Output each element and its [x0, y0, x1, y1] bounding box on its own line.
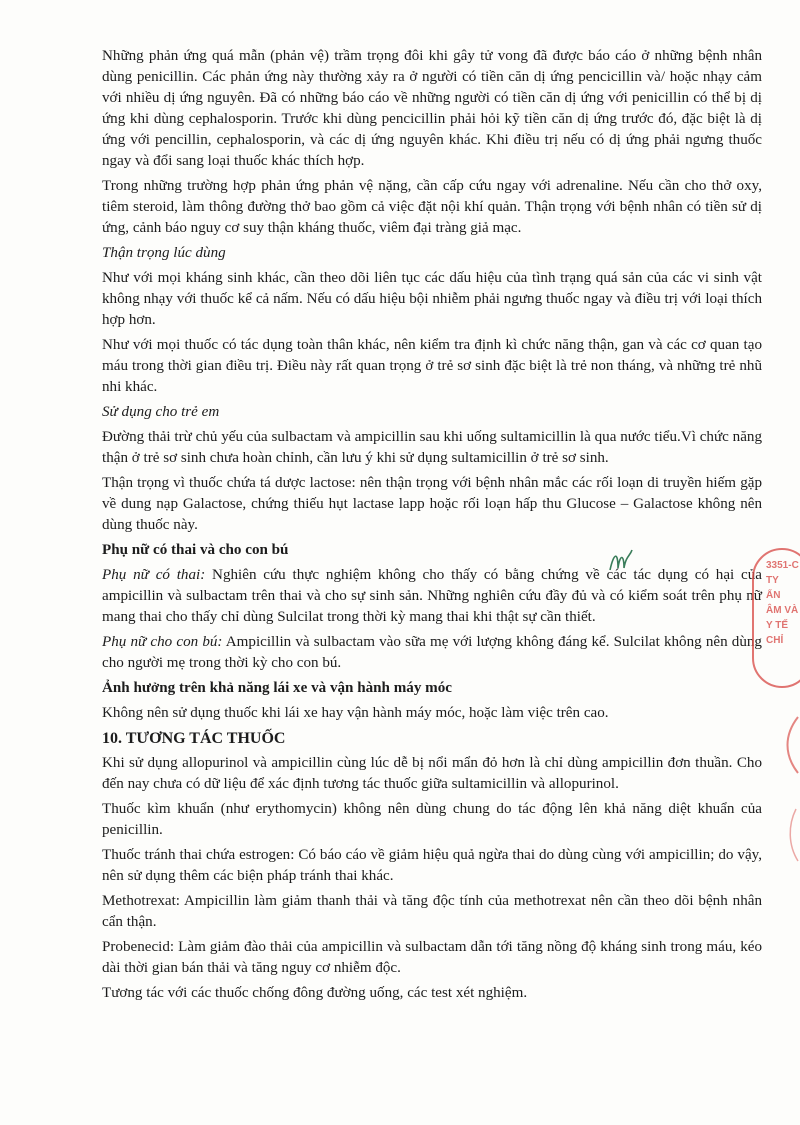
stamp-text: Y TẾ: [766, 620, 789, 631]
stamp-text: ẨN: [766, 590, 781, 601]
paragraph-text: Ampicillin và sulbactam vào sữa mẹ với lượng không đáng kể. Sulcilat không nên dùng cho người mẹ trong thời kỳ cho con bú.: [102, 634, 762, 671]
section-heading: 10. TƯƠNG TÁC THUỐC: [102, 730, 286, 747]
paragraph: [102, 632, 762, 674]
paragraph: Methotrexat: Ampicillin làm giảm thanh thải và tăng độc tính của methotrexat nên cần theo dõi bệnh nhân cẩn thận.: [102, 893, 762, 930]
paragraph: [102, 565, 762, 628]
paragraph: Trong những trường hợp phản ứng phản vệ nặng, cần cấp cứu ngay với adrenaline. Nếu cần cho thở oxy, tiêm steroid, làm thông đường thở bao gồm cả việc đặt nội khí quản. Thận trọng với bệnh nhân có tiền sử dị ứng, cảnh báo nguy cơ suy thận kháng thuốc, viêm đại tràng giả mạc.: [102, 178, 762, 236]
signature-mark: [606, 546, 636, 576]
paragraph: Như với mọi thuốc có tác dụng toàn thân khác, nên kiểm tra định kì chức năng thận, gan và các cơ quan tạo máu trong thời gian điều trị. Điều này rất quan trọng ở trẻ sơ sinh đặc biệt là trẻ non tháng, và những trẻ nhũ nhi khác.: [102, 337, 762, 395]
inline-label: Phụ nữ có thai:: [102, 567, 206, 583]
paragraph: Đường thải trừ chủ yếu của sulbactam và ampicillin sau khi uống sultamicillin là qua nước tiểu.Vì chức năng thận ở trẻ sơ sinh chưa hoàn chỉnh, cần lưu ý khi sử dụng sultamicillin ở trẻ sơ sinh.: [102, 429, 762, 466]
document-page: [102, 46, 762, 1008]
red-seal-stamp: [752, 548, 800, 688]
paragraph: Khi sử dụng allopurinol và ampicillin cùng lúc dễ bị nổi mẩn đỏ hơn là chỉ dùng ampicillin đơn thuần. Cho đến nay chưa có dữ liệu để xác định tương tác thuốc giữa sultamicillin và allopurinol.: [102, 755, 762, 792]
paragraph: Probenecid: Làm giảm đào thải của ampicillin và sulbactam dẫn tới tăng nồng độ kháng sinh trong máu, kéo dài thời gian bán thải và tăng nguy cơ nhiễm độc.: [102, 939, 762, 976]
edge-stamp-fragment: [780, 715, 800, 775]
bold-heading: Ảnh hưởng trên khả năng lái xe và vận hành máy móc: [102, 680, 452, 696]
stamp-text: CHỈ: [766, 635, 784, 646]
paragraph: Tương tác với các thuốc chống đông đường uống, các test xét nghiệm.: [102, 985, 528, 1001]
stamp-text: 3351-C: [766, 560, 799, 571]
inline-label: Phụ nữ cho con bú:: [102, 634, 223, 650]
paragraph-text: Nghiên cứu thực nghiệm không cho thấy có bằng chứng về các tác dụng có hại của ampicillin và sulbactam trên thai và cho sự sinh sản. Những nghiên cứu đầy đủ và có kiểm soát trên phụ nữ mang thai cho thấy chỉ dùng Sulcilat trong thời kỳ mang thai khi thật sự cần thiết.: [102, 567, 762, 625]
bold-heading: Phụ nữ có thai và cho con bú: [102, 542, 289, 558]
paragraph: Những phản ứng quá mẫn (phản vệ) trầm trọng đôi khi gây tử vong đã được báo cáo ở những bệnh nhân dùng penicillin. Các phản ứng này thường xảy ra ở người có tiền căn dị ứng pencicillin và/ hoặc nhạy cảm với nhiều dị ứng nguyên. Đã có những báo cáo về những người có tiền căn dị ứng với penicillin có thể bị dị ứng khi dùng cephalosporin. Trước khi dùng pencicillin phải hỏi kỹ tiền căn dị ứng trước đó, đặc biệt là dị ứng với pencillin, cephalosporin, và các dị ứng nguyên khác. Khi điều trị nếu có dị ứng phải ngưng thuốc ngay và đổi sang loại thuốc khác thích hợp.: [102, 48, 762, 169]
subheading: Thận trọng lúc dùng: [102, 245, 226, 261]
subheading: Sử dụng cho trẻ em: [102, 404, 220, 420]
edge-stamp-fragment: [780, 805, 800, 865]
stamp-text: TY: [766, 575, 779, 586]
paragraph: Thận trọng vì thuốc chứa tá dược lactose: nên thận trọng với bệnh nhân mắc các rối loạn di truyền hiếm gặp về dung nạp Galactose, chứng thiếu hụt lactase lapp hoặc rối loạn hấp thu Glucose – Galactose không nên dùng thuốc này.: [102, 475, 762, 533]
paragraph: Như với mọi kháng sinh khác, cần theo dõi liên tục các dấu hiệu của tình trạng quá sản của các vi sinh vật không nhạy với thuốc kể cả nấm. Nếu có dấu hiệu bội nhiễm phải ngưng thuốc ngay và điều trị với loại thích hợp hơn.: [102, 270, 762, 328]
paragraph: Thuốc kìm khuẩn (như erythomycin) không nên dùng chung do tác động lên khả năng diệt khuẩn của penicillin.: [102, 801, 762, 838]
paragraph: Không nên sử dụng thuốc khi lái xe hay vận hành máy móc, hoặc làm việc trên cao.: [102, 705, 609, 721]
paragraph: Thuốc tránh thai chứa estrogen: Có báo cáo về giảm hiệu quả ngừa thai do dùng cùng với ampicillin; do vậy, nên sử dụng thêm các biện pháp tránh thai khác.: [102, 847, 762, 884]
stamp-text: ÂM VÀ: [766, 605, 799, 616]
